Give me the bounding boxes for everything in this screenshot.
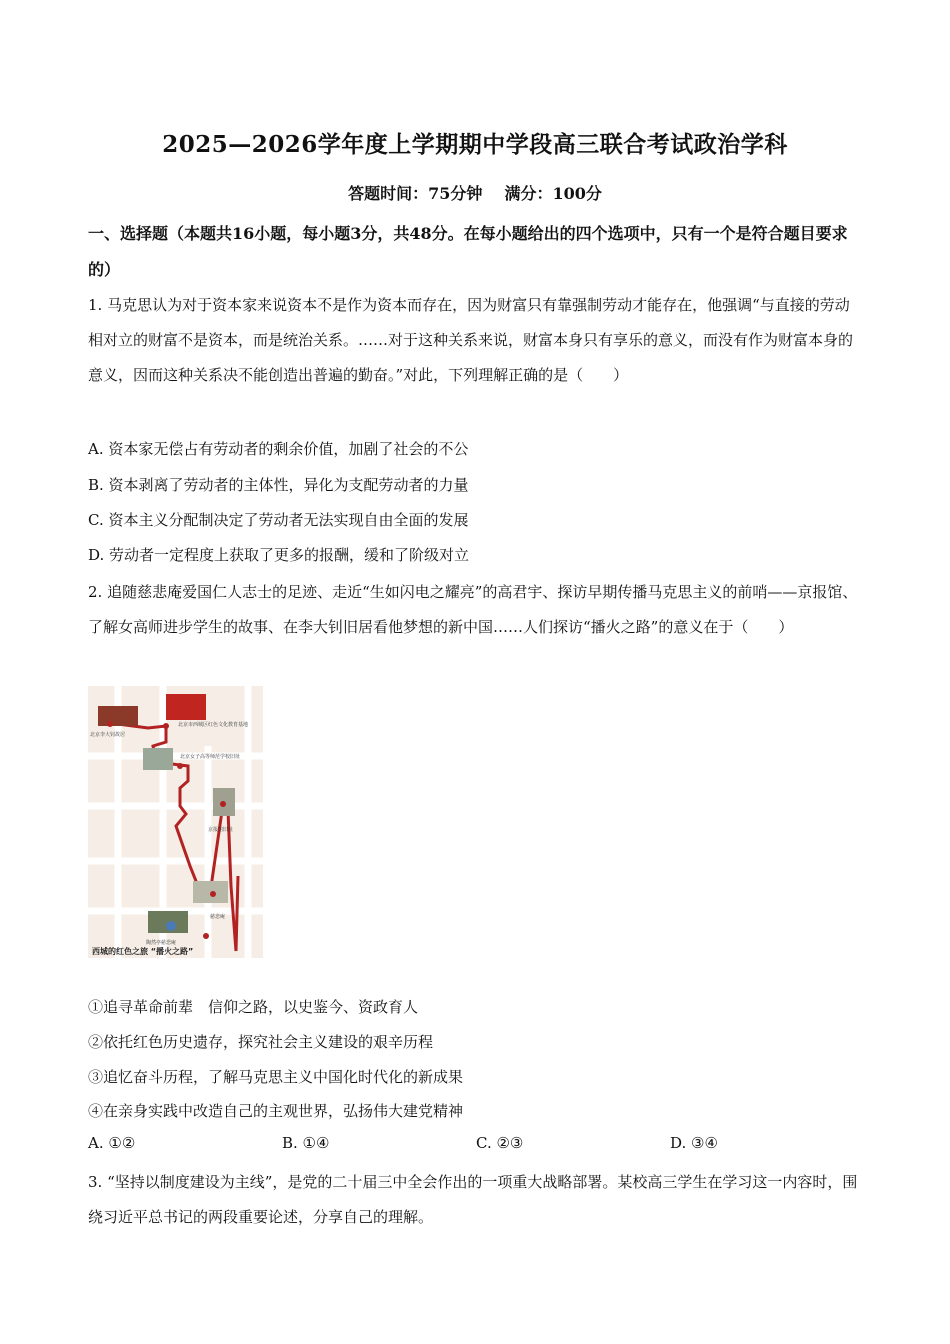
q2-statement-3: ③追忆奋斗历程，了解马克思主义中国化时代化的新成果 <box>88 1068 464 1086</box>
question-3-stem: 3. “坚持以制度建设为主线”，是党的二十届三中全会作出的一项重大战略部署。某校高三学生在学习这一内容时，围绕习近平总书记的两段重要论述，分享自己的理解。 <box>88 1173 858 1226</box>
map-caption: 西城的红色之旅 “播火之路” <box>92 947 194 956</box>
route-map-image <box>88 686 263 958</box>
page-title: 2025—2026学年度上学期期中学段高三联合考试政治学科 <box>162 131 788 158</box>
map-label-3: 北京女子高等师范学校旧址 <box>180 754 241 760</box>
q2-choice-a: A. ①② <box>88 1134 136 1152</box>
exam-time: 答题时间：75分钟 <box>348 184 483 203</box>
question-2-stem: 2. 追随慈悲庵爱国仁人志士的足迹、走近“生如闪电之耀亮”的高君宇、探访早期传播马克思主义的前哨——京报馆、了解女高师进步学生的故事、在李大钊旧居看他梦想的新中国……人们探访“播火之路”的意义在于（ ） <box>88 583 858 636</box>
q2-choice-b: B. ①④ <box>282 1134 330 1152</box>
q2-statement-1: ①追寻革命前辈 信仰之路，以史鉴今、资政育人 <box>88 998 419 1016</box>
map-label-4: 京报馆旧址 <box>208 827 234 833</box>
q1-option-c: C. 资本主义分配制决定了劳动者无法实现自由全面的发展 <box>88 511 469 529</box>
map-label-6: 陶然亭慈悲庵 <box>146 940 177 946</box>
q1-option-b: B. 资本剥离了劳动者的主体性，异化为支配劳动者的力量 <box>88 476 469 494</box>
q2-statement-2: ②依托红色历史遗存，探究社会主义建设的艰辛历程 <box>88 1033 434 1051</box>
map-label-1: 北京李大钊故居 <box>90 732 126 738</box>
q2-choice-c: C. ②③ <box>476 1134 524 1152</box>
question-1-stem: 1. 马克思认为对于资本家来说资本不是作为资本而存在，因为财富只有靠强制劳动才能存在，他强调“与直接的劳动相对立的财富不是资本，而是统治关系。……对于这种关系来说，财富本身只有享乐的意义，而没有作为财富本身的意义，因而这种关系决不能创造出普遍的勤奋。”对此，下列理解正确的是（ ） <box>88 296 854 384</box>
q2-choices <box>88 1134 848 1158</box>
map-label-2: 北京市西城区红色文化教育基地 <box>178 722 249 728</box>
q1-option-a: A. 资本家无偿占有劳动者的剩余价值，加剧了社会的不公 <box>88 440 469 458</box>
exam-score: 满分：100分 <box>504 184 602 203</box>
section-heading: 一、选择题（本题共16小题，每小题3分，共48分。在每小题给出的四个选项中，只有一个是符合题目要求的） <box>88 224 848 279</box>
q2-statement-4: ④在亲身实践中改造自己的主观世界，弘扬伟大建党精神 <box>88 1102 464 1120</box>
exam-info <box>0 181 950 204</box>
q2-choice-d: D. ③④ <box>670 1134 718 1152</box>
map-label-5: 慈悲庵 <box>210 914 226 920</box>
q1-option-d: D. 劳动者一定程度上获取了更多的报酬，缓和了阶级对立 <box>88 546 470 564</box>
